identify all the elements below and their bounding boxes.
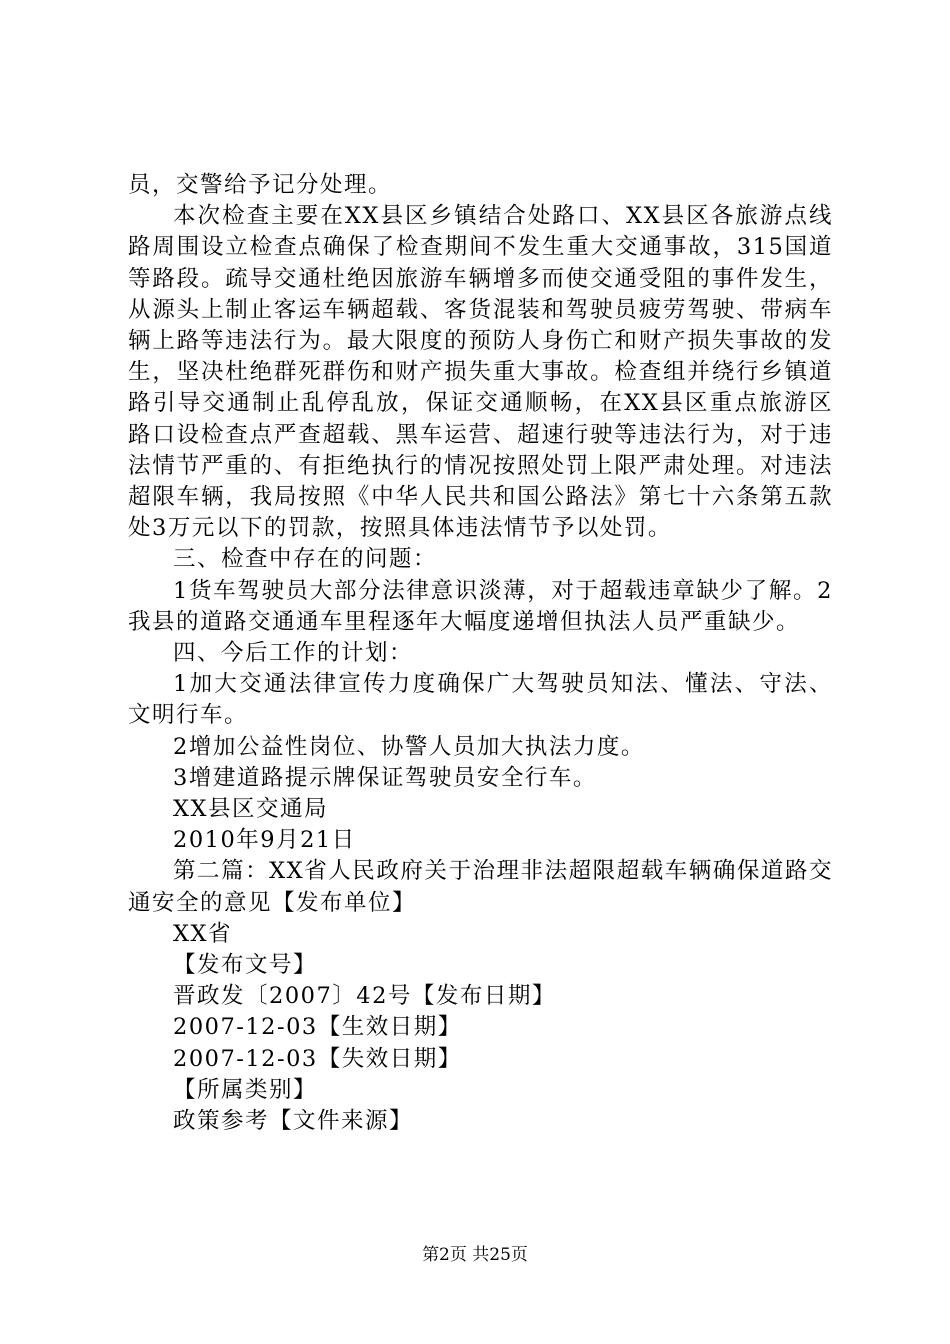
paragraph-continuation: 员，交警给予记分处理。 [128, 172, 393, 198]
category-value: 政策参考【文件来源】 [173, 1108, 414, 1135]
publish-date-value: 2007-12-03【生效日期】 [173, 1014, 462, 1041]
document-body [128, 170, 833, 1137]
plan-item-1: 1加大交通法律宣传力度确保广大驾驶员知法、懂法、守法、文明行车。 [128, 671, 833, 729]
issuer-value: XX省 [173, 920, 233, 947]
document-number-value: 晋政发〔2007〕42号【发布日期】 [173, 983, 556, 1010]
heading-future-plans: 四、今后工作的计划： [173, 640, 414, 667]
page-number-footer: 第2页 共25页 [422, 1245, 528, 1265]
paragraph-problems: 1货车驾驶员大部分法律意识淡薄，对于超载违章缺少了解。2我县的道路交通通车里程逐年大幅度递增但执法人员严重缺少。 [128, 577, 833, 635]
paragraph-inspection-summary: 本次检查主要在XX县区乡镇结合处路口、XX县区各旅游点线路周围设立检查点确保了检查期间不发生重大交通事故，315国道等路段。疏导交通杜绝因旅游车辆增多而使交通受阻的事件发生，从源头上制止客运车辆超载、客货混装和驾驶员疲劳驾驶、带病车辆上路等违法行为。最大限度的预防人身伤亡和财产损失事故的发生，坚决杜绝群死群伤和财产损失重大事故。检查组并绕行乡镇道路引导交通制止乱停乱放，保证交通顺畅，在XX县区重点旅游区路口设检查点严查超载、黑车运营、超速行驶等违法行为，对于违法情节严重的、有拒绝执行的情况按照处罚上限严肃处理。对违法超限车辆，我局按照《中华人民共和国公路法》第七十六条第五款处3万元以下的罚款，按照具体违法情节予以处罚。 [128, 203, 833, 542]
document-number-label: 【发布文号】 [173, 952, 318, 979]
plan-item-3: 3增建道路提示牌保证驾驶员安全行车。 [173, 764, 597, 791]
signature-organization: XX县区交通局 [173, 796, 329, 823]
signature-date: 2010年9月21日 [173, 827, 356, 854]
heading-problems: 三、检查中存在的问题： [173, 546, 438, 573]
second-article-title: 第二篇：XX省人民政府关于治理非法超限超载车辆确保道路交通安全的意见【发布单位】 [128, 858, 833, 916]
category-label: 【所属类别】 [173, 1076, 318, 1103]
plan-item-2: 2增加公益性岗位、协警人员加大执法力度。 [173, 733, 645, 760]
effective-date-value: 2007-12-03【失效日期】 [173, 1045, 462, 1072]
